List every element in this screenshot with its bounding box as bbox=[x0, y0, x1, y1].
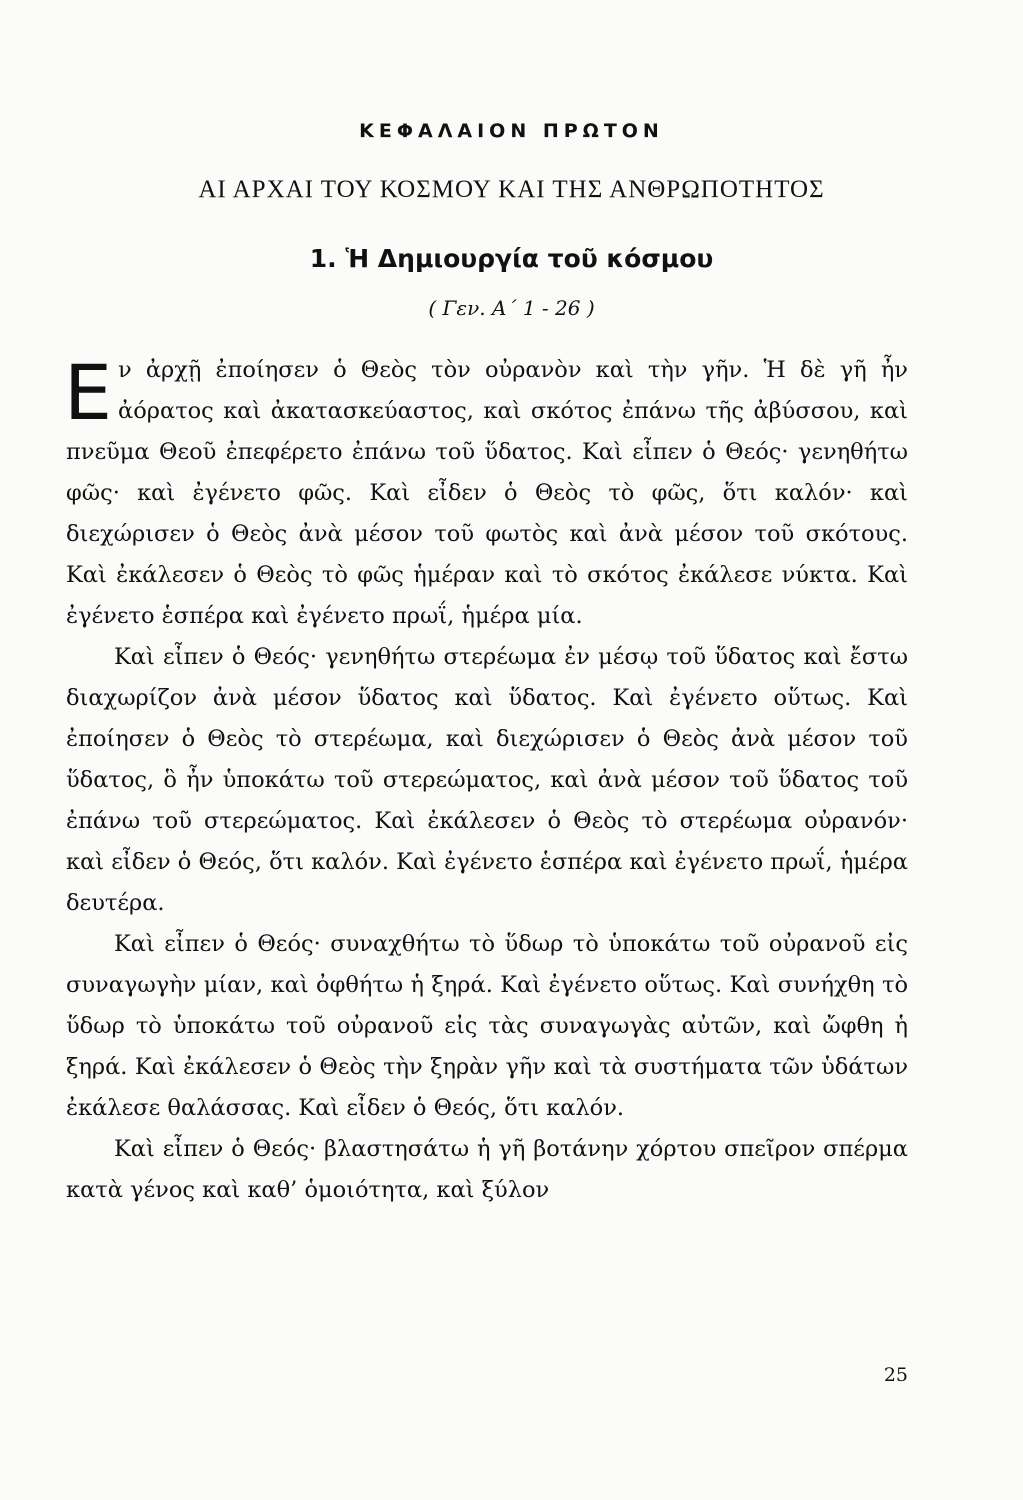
scripture-reference: ( Γεν. Α΄ 1 - 26 ) bbox=[428, 296, 595, 320]
drop-cap: Ε bbox=[64, 348, 113, 437]
chapter-title: ΑΙ ΑΡΧΑΙ ΤΟΥ ΚΟΣΜΟΥ ΚΑΙ ΤΗΣ ΑΝΘΡΩΠΟΤΗΤΟΣ bbox=[198, 176, 825, 203]
paragraph-1-text: ν ἀρχῇ ἐποίησεν ὁ Θεὸς τὸν οὐρανὸν καὶ τὴν γῆν. Ἡ δὲ γῆ ἦν ἀόρατος καὶ ἀκατασκεύαστος, καὶ σκότος ἐπάνω τῆς ἀβύσσου, καὶ πνεῦμα Θεοῦ ἐπεφέρετο ἐπάνω τοῦ ὕδατος. Καὶ εἶπεν ὁ Θεός· γενηθήτω φῶς· καὶ ἐγένετο φῶς. Καὶ εἶδεν ὁ Θεὸς τὸ φῶς, ὅτι καλόν· καὶ διεχώρισεν ὁ Θεὸς ἀνὰ μέσον τοῦ φωτὸς καὶ ἀνὰ μέσον τοῦ σκότους. Καὶ ἐκάλεσεν ὁ Θεὸς τὸ φῶς ἡμέραν καὶ τὸ σκότος ἐκάλεσε νύκτα. Καὶ ἐγένετο ἑσπέρα καὶ ἐγένετο πρωΐ, ἡμέρα μία. bbox=[66, 357, 908, 629]
body-text bbox=[66, 350, 908, 1211]
chapter-label: ΚΕΦΑΛΑΙΟΝ ΠΡΩΤΟΝ bbox=[359, 120, 664, 142]
page-number: 25 bbox=[883, 1364, 908, 1386]
paragraph-4: Καὶ εἶπεν ὁ Θεός· βλαστησάτω ἡ γῆ βοτάνην χόρτου σπεῖρον σπέρμα κατὰ γένος καὶ καθ’ ὁμοιότητα, καὶ ξύλον bbox=[66, 1136, 908, 1203]
paragraph-1 bbox=[66, 350, 908, 637]
paragraph-3: Καὶ εἶπεν ὁ Θεός· συναχθήτω τὸ ὕδωρ τὸ ὑποκάτω τοῦ οὐρανοῦ εἰς συναγωγὴν μίαν, καὶ ὀφθήτω ἡ ξηρά. Καὶ ἐγένετο οὕτως. Καὶ συνήχθη τὸ ὕδωρ τὸ ὑποκάτω τοῦ οὐρανοῦ εἰς τὰς συναγωγὰς αὐτῶν, καὶ ὤφθη ἡ ξηρά. Καὶ ἐκάλεσεν ὁ Θεὸς τὴν ξηρὰν γῆν καὶ τὰ συστήματα τῶν ὑδάτων ἐκάλεσε θαλάσσας. Καὶ εἶδεν ὁ Θεός, ὅτι καλόν. bbox=[66, 931, 908, 1121]
paragraph-2: Καὶ εἶπεν ὁ Θεός· γενηθήτω στερέωμα ἐν μέσῳ τοῦ ὕδατος καὶ ἔστω διαχωρίζον ἀνὰ μέσον ὕδατος καὶ ὕδατος. Καὶ ἐγένετο οὕτως. Καὶ ἐποίησεν ὁ Θεὸς τὸ στερέωμα, καὶ διεχώρισεν ὁ Θεὸς ἀνὰ μέσον τοῦ ὕδατος, ὃ ἦν ὑποκάτω τοῦ στερεώματος, καὶ ἀνὰ μέσον τοῦ ὕδατος τοῦ ἐπάνω τοῦ στερεώματος. Καὶ ἐκάλεσεν ὁ Θεὸς τὸ στερέωμα οὐρανόν· καὶ εἶδεν ὁ Θεός, ὅτι καλόν. Καὶ ἐγένετο ἑσπέρα καὶ ἐγένετο πρωΐ, ἡμέρα δευτέρα. bbox=[66, 644, 908, 916]
section-heading: 1. Ἡ Δημιουργία τοῦ κόσμου bbox=[309, 244, 714, 273]
